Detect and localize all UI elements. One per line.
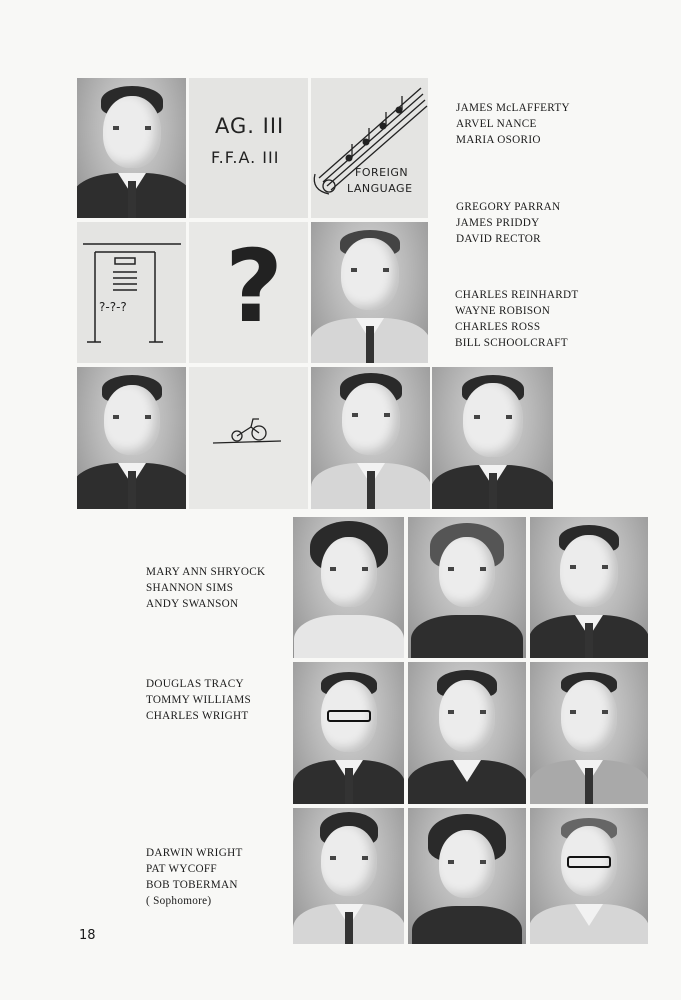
student-name: SHANNON SIMS: [146, 582, 234, 594]
portrait-photo: [432, 367, 553, 509]
student-name: DOUGLAS TRACY: [146, 678, 244, 690]
portrait-photo: [311, 222, 428, 363]
portrait-photo: [311, 367, 430, 509]
student-name: WAYNE ROBISON: [455, 305, 551, 317]
student-name: CHARLES REINHARDT: [455, 289, 579, 301]
foreign-text: FOREIGN: [355, 166, 409, 179]
sign-text: ?-?-?: [99, 300, 127, 314]
question-mark-icon: ?: [225, 228, 284, 345]
ag-text: AG. III: [215, 114, 285, 138]
student-name: BILL SCHOOLCRAFT: [455, 337, 568, 349]
student-name: PAT WYCOFF: [146, 863, 217, 875]
student-name: BOB TOBERMAN: [146, 879, 238, 891]
student-name: CHARLES ROSS: [455, 321, 541, 333]
music-staff-icon: [311, 78, 428, 218]
portrait-photo: [293, 517, 404, 658]
name-list: [146, 845, 243, 909]
portrait-photo: [77, 367, 186, 509]
tricycle-icon: [189, 367, 308, 509]
student-name: DAVID RECTOR: [456, 233, 541, 245]
ffa-text: F.F.A. III: [211, 148, 280, 167]
portrait-photo: [408, 808, 526, 944]
language-text: LANGUAGE: [347, 182, 413, 195]
portrait-photo: [293, 662, 404, 804]
portrait-photo: [77, 78, 186, 218]
portrait-photo: [530, 808, 648, 944]
student-name: TOMMY WILLIAMS: [146, 694, 251, 706]
name-list: [455, 287, 579, 351]
student-name: MARIA OSORIO: [456, 134, 541, 146]
student-name: MARY ANN SHRYOCK: [146, 566, 266, 578]
page-number: 18: [79, 928, 96, 943]
student-name: JAMES McLAFFERTY: [456, 102, 570, 114]
sign-icon: [77, 222, 186, 363]
student-name: CHARLES WRIGHT: [146, 710, 249, 722]
portrait-photo: [408, 662, 526, 804]
question-mark-drawing: [189, 222, 308, 363]
sign-post-drawing: [77, 222, 186, 363]
portrait-photo: [408, 517, 526, 658]
name-list: [146, 676, 251, 724]
student-name: ARVEL NANCE: [456, 118, 537, 130]
name-list: [456, 100, 570, 148]
class-note: ( Sophomore): [146, 895, 212, 907]
student-name: JAMES PRIDDY: [456, 217, 540, 229]
portrait-photo: [530, 517, 648, 658]
ag-ffa-drawing: [189, 78, 308, 218]
portrait-photo: [293, 808, 404, 944]
tricycle-drawing: [189, 367, 308, 509]
student-name: ANDY SWANSON: [146, 598, 239, 610]
foreign-language-drawing: [311, 78, 428, 218]
name-list: [146, 564, 265, 612]
student-name: DARWIN WRIGHT: [146, 847, 243, 859]
name-list: [456, 199, 560, 247]
portrait-photo: [530, 662, 648, 804]
student-name: GREGORY PARRAN: [456, 201, 561, 213]
